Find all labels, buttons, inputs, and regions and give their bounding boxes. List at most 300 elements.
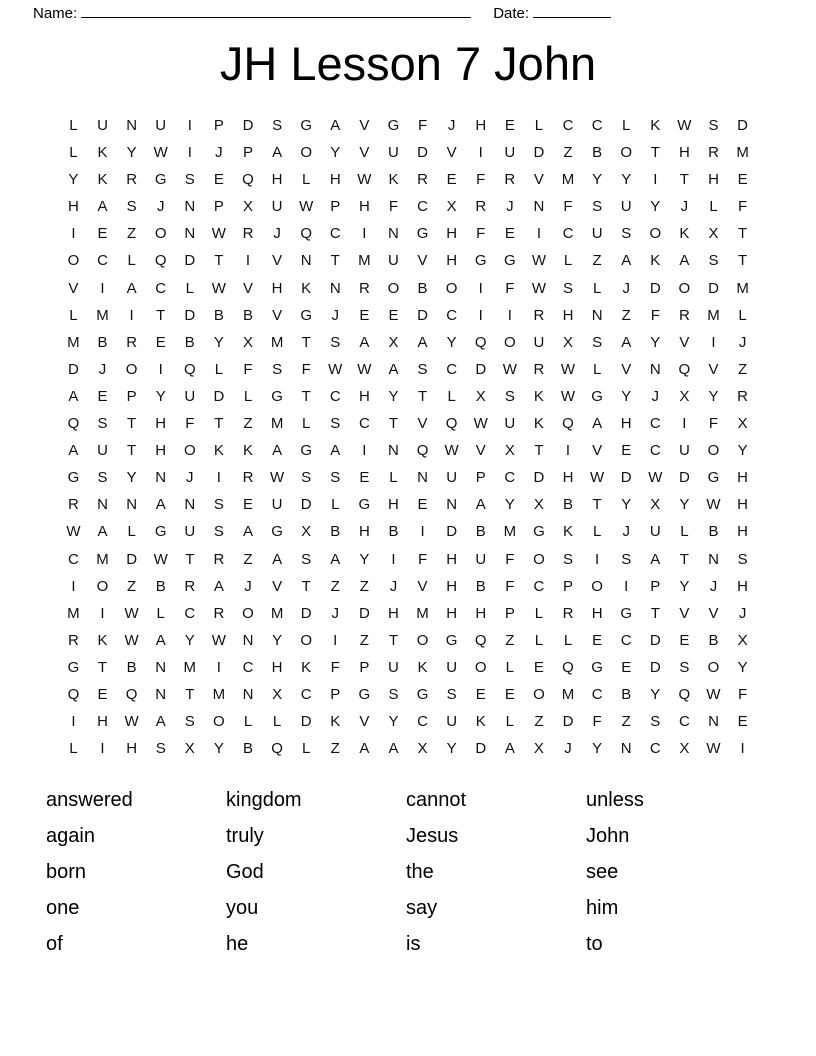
- grid-letter[interactable]: T: [301, 387, 311, 405]
- grid-letter[interactable]: M: [736, 144, 749, 162]
- grid-letter[interactable]: J: [331, 306, 340, 324]
- grid-letter[interactable]: A: [97, 523, 108, 541]
- grid-letter[interactable]: U: [649, 523, 661, 541]
- grid-letter[interactable]: V: [359, 144, 370, 162]
- grid-letter[interactable]: R: [533, 360, 545, 378]
- grid-letter[interactable]: K: [213, 442, 224, 460]
- grid-letter[interactable]: E: [97, 685, 108, 703]
- grid-letter[interactable]: O: [213, 713, 225, 731]
- grid-letter[interactable]: D: [562, 713, 574, 731]
- grid-letter[interactable]: U: [184, 387, 196, 405]
- name-write-in-line[interactable]: [81, 16, 471, 18]
- grid-letter[interactable]: L: [534, 631, 544, 649]
- grid-letter[interactable]: I: [740, 740, 745, 758]
- grid-letter[interactable]: Y: [155, 387, 166, 405]
- grid-letter[interactable]: X: [708, 225, 719, 243]
- grid-letter[interactable]: O: [649, 225, 662, 243]
- grid-letter[interactable]: L: [738, 306, 747, 324]
- grid-letter[interactable]: W: [560, 360, 576, 378]
- grid-letter[interactable]: A: [242, 523, 253, 541]
- grid-letter[interactable]: U: [446, 469, 458, 487]
- word-list-item[interactable]: is: [406, 933, 421, 955]
- grid-letter[interactable]: S: [388, 685, 399, 703]
- grid-letter[interactable]: W: [269, 469, 285, 487]
- grid-letter[interactable]: K: [97, 171, 108, 189]
- grid-letter[interactable]: W: [590, 469, 605, 487]
- grid-letter[interactable]: O: [300, 144, 312, 162]
- grid-letter[interactable]: E: [679, 631, 690, 649]
- grid-letter[interactable]: R: [358, 279, 370, 297]
- grid-letter[interactable]: F: [330, 658, 340, 676]
- grid-letter[interactable]: L: [709, 198, 718, 216]
- grid-letter[interactable]: A: [504, 740, 515, 758]
- grid-letter[interactable]: C: [446, 306, 458, 324]
- grid-letter[interactable]: L: [302, 740, 311, 758]
- grid-letter[interactable]: M: [736, 279, 749, 297]
- grid-letter[interactable]: C: [446, 360, 458, 378]
- grid-letter[interactable]: I: [100, 740, 105, 758]
- grid-letter[interactable]: T: [301, 333, 311, 351]
- word-list-item[interactable]: cannot: [406, 789, 467, 811]
- grid-letter[interactable]: S: [446, 685, 457, 703]
- grid-letter[interactable]: K: [679, 225, 690, 243]
- grid-letter[interactable]: F: [476, 225, 486, 243]
- grid-letter[interactable]: G: [300, 117, 312, 134]
- grid-letter[interactable]: F: [592, 713, 602, 731]
- grid-letter[interactable]: L: [534, 117, 544, 134]
- grid-letter[interactable]: A: [155, 713, 166, 731]
- grid-letter[interactable]: E: [737, 171, 748, 189]
- grid-letter[interactable]: V: [359, 713, 370, 731]
- grid-letter[interactable]: X: [301, 523, 312, 541]
- grid-letter[interactable]: H: [155, 442, 167, 460]
- grid-letter[interactable]: N: [155, 469, 167, 487]
- grid-letter[interactable]: U: [388, 144, 399, 162]
- grid-letter[interactable]: X: [184, 740, 195, 758]
- grid-letter[interactable]: T: [737, 225, 748, 243]
- grid-letter[interactable]: S: [563, 550, 574, 568]
- grid-letter[interactable]: C: [620, 631, 632, 649]
- grid-letter[interactable]: L: [680, 523, 689, 541]
- grid-letter[interactable]: N: [708, 550, 719, 568]
- grid-letter[interactable]: Q: [183, 360, 196, 378]
- word-list-item[interactable]: kingdom: [226, 789, 302, 811]
- grid-letter[interactable]: W: [677, 117, 692, 134]
- grid-letter[interactable]: F: [708, 415, 719, 433]
- grid-letter[interactable]: D: [184, 252, 196, 270]
- grid-letter[interactable]: X: [475, 387, 486, 405]
- word-list-item[interactable]: he: [226, 933, 249, 955]
- grid-letter[interactable]: F: [185, 415, 195, 433]
- grid-letter[interactable]: Q: [474, 631, 487, 649]
- grid-letter[interactable]: Q: [445, 415, 458, 433]
- grid-letter[interactable]: H: [475, 604, 487, 622]
- grid-letter[interactable]: Q: [271, 740, 283, 758]
- grid-letter[interactable]: I: [478, 279, 483, 297]
- grid-letter[interactable]: A: [330, 117, 341, 134]
- grid-letter[interactable]: Z: [505, 631, 515, 649]
- grid-letter[interactable]: V: [533, 171, 544, 189]
- grid-letter[interactable]: Y: [679, 496, 690, 514]
- grid-letter[interactable]: K: [301, 279, 312, 297]
- grid-letter[interactable]: S: [97, 415, 108, 433]
- grid-letter[interactable]: G: [620, 604, 633, 622]
- grid-letter[interactable]: H: [475, 117, 487, 134]
- grid-letter[interactable]: V: [242, 279, 253, 297]
- grid-letter[interactable]: S: [592, 198, 603, 216]
- grid-letter[interactable]: I: [71, 225, 76, 243]
- grid-letter[interactable]: M: [270, 604, 284, 622]
- grid-letter[interactable]: X: [242, 198, 253, 216]
- grid-letter[interactable]: K: [650, 252, 661, 270]
- grid-letter[interactable]: M: [96, 306, 109, 324]
- grid-letter[interactable]: R: [126, 171, 138, 189]
- grid-letter[interactable]: E: [504, 117, 515, 134]
- word-list-item[interactable]: say: [406, 897, 438, 919]
- grid-letter[interactable]: O: [67, 252, 80, 270]
- grid-letter[interactable]: Y: [737, 442, 748, 460]
- grid-letter[interactable]: L: [592, 523, 602, 541]
- grid-letter[interactable]: H: [562, 306, 574, 324]
- grid-letter[interactable]: V: [272, 252, 283, 270]
- grid-letter[interactable]: O: [533, 550, 545, 568]
- grid-letter[interactable]: W: [153, 144, 168, 162]
- grid-letter[interactable]: G: [358, 496, 371, 514]
- word-list-item[interactable]: you: [226, 897, 259, 919]
- date-write-in-line[interactable]: [533, 16, 611, 18]
- grid-letter[interactable]: K: [388, 171, 399, 189]
- grid-letter[interactable]: C: [649, 442, 661, 460]
- grid-letter[interactable]: H: [97, 713, 108, 731]
- grid-letter[interactable]: X: [504, 442, 515, 460]
- grid-letter[interactable]: G: [416, 225, 429, 243]
- grid-letter[interactable]: K: [242, 442, 253, 460]
- grid-letter[interactable]: L: [331, 496, 340, 514]
- grid-letter[interactable]: S: [184, 713, 195, 731]
- grid-letter[interactable]: F: [737, 198, 748, 216]
- grid-letter[interactable]: Y: [504, 496, 515, 514]
- grid-letter[interactable]: S: [301, 469, 312, 487]
- grid-letter[interactable]: B: [213, 306, 224, 324]
- grid-letter[interactable]: B: [97, 333, 108, 351]
- grid-letter[interactable]: A: [621, 252, 632, 270]
- grid-letter[interactable]: J: [156, 198, 165, 216]
- grid-letter[interactable]: G: [67, 469, 80, 487]
- grid-letter[interactable]: J: [506, 198, 514, 216]
- grid-letter[interactable]: Q: [125, 685, 138, 703]
- grid-letter[interactable]: U: [97, 117, 108, 134]
- grid-letter[interactable]: W: [211, 225, 226, 243]
- grid-letter[interactable]: H: [446, 577, 458, 595]
- grid-letter[interactable]: F: [417, 550, 428, 568]
- grid-letter[interactable]: F: [301, 360, 311, 378]
- grid-letter[interactable]: Y: [592, 740, 603, 758]
- grid-letter[interactable]: Y: [446, 333, 457, 351]
- grid-letter[interactable]: M: [270, 333, 284, 351]
- grid-letter[interactable]: C: [97, 252, 108, 270]
- grid-letter[interactable]: B: [242, 740, 253, 758]
- grid-letter[interactable]: S: [126, 198, 137, 216]
- grid-letter[interactable]: L: [243, 713, 253, 731]
- grid-letter[interactable]: S: [272, 117, 283, 134]
- grid-letter[interactable]: A: [330, 442, 341, 460]
- grid-letter[interactable]: M: [67, 604, 80, 622]
- grid-letter[interactable]: W: [706, 496, 721, 514]
- grid-letter[interactable]: A: [97, 198, 108, 216]
- grid-letter[interactable]: E: [242, 496, 253, 514]
- grid-letter[interactable]: E: [359, 306, 370, 324]
- grid-letter[interactable]: V: [417, 252, 428, 270]
- grid-letter[interactable]: U: [446, 713, 458, 731]
- grid-letter[interactable]: A: [359, 740, 370, 758]
- grid-letter[interactable]: D: [708, 279, 719, 297]
- grid-letter[interactable]: I: [158, 360, 163, 378]
- grid-letter[interactable]: U: [388, 658, 399, 676]
- grid-letter[interactable]: S: [563, 279, 574, 297]
- grid-letter[interactable]: C: [562, 225, 574, 243]
- grid-letter[interactable]: S: [301, 550, 312, 568]
- grid-letter[interactable]: M: [183, 658, 197, 676]
- grid-letter[interactable]: F: [737, 685, 748, 703]
- grid-letter[interactable]: R: [68, 631, 79, 649]
- grid-letter[interactable]: P: [213, 198, 224, 216]
- grid-letter[interactable]: I: [216, 658, 221, 676]
- grid-letter[interactable]: N: [300, 252, 312, 270]
- grid-letter[interactable]: A: [213, 577, 224, 595]
- grid-letter[interactable]: I: [187, 144, 192, 162]
- grid-letter[interactable]: V: [68, 279, 79, 297]
- grid-letter[interactable]: B: [388, 523, 399, 541]
- grid-letter[interactable]: D: [678, 469, 690, 487]
- grid-letter[interactable]: F: [388, 198, 399, 216]
- grid-letter[interactable]: B: [126, 658, 137, 676]
- grid-letter[interactable]: Y: [388, 713, 399, 731]
- grid-letter[interactable]: Q: [67, 415, 80, 433]
- grid-letter[interactable]: H: [68, 198, 79, 216]
- grid-letter[interactable]: P: [359, 658, 370, 676]
- grid-letter[interactable]: Z: [737, 360, 748, 378]
- grid-letter[interactable]: O: [533, 685, 545, 703]
- grid-letter[interactable]: H: [126, 740, 138, 758]
- grid-letter[interactable]: T: [650, 604, 660, 622]
- grid-letter[interactable]: Z: [621, 713, 631, 731]
- grid-letter[interactable]: A: [388, 740, 399, 758]
- word-search-grid[interactable]: [59, 112, 757, 762]
- grid-letter[interactable]: X: [679, 740, 690, 758]
- grid-letter[interactable]: N: [184, 496, 196, 514]
- grid-letter[interactable]: J: [389, 577, 398, 595]
- grid-letter[interactable]: X: [272, 685, 283, 703]
- grid-letter[interactable]: Q: [678, 685, 691, 703]
- grid-letter[interactable]: R: [678, 306, 690, 324]
- grid-letter[interactable]: O: [707, 658, 720, 676]
- grid-letter[interactable]: A: [126, 279, 137, 297]
- grid-letter[interactable]: P: [475, 469, 486, 487]
- grid-letter[interactable]: L: [243, 387, 253, 405]
- grid-letter[interactable]: N: [708, 713, 719, 731]
- grid-letter[interactable]: U: [504, 144, 516, 162]
- grid-letter[interactable]: M: [270, 415, 284, 433]
- grid-letter[interactable]: L: [214, 360, 224, 378]
- grid-letter[interactable]: C: [533, 577, 545, 595]
- grid-letter[interactable]: R: [242, 469, 254, 487]
- grid-letter[interactable]: L: [563, 631, 573, 649]
- grid-letter[interactable]: B: [330, 523, 341, 541]
- grid-letter[interactable]: X: [446, 198, 457, 216]
- grid-letter[interactable]: C: [329, 387, 341, 405]
- grid-letter[interactable]: O: [242, 604, 254, 622]
- grid-letter[interactable]: O: [416, 631, 429, 649]
- grid-letter[interactable]: G: [533, 523, 545, 541]
- grid-letter[interactable]: D: [300, 604, 312, 622]
- grid-letter[interactable]: R: [242, 225, 254, 243]
- grid-letter[interactable]: I: [653, 171, 658, 189]
- grid-letter[interactable]: V: [621, 360, 632, 378]
- grid-letter[interactable]: I: [565, 442, 571, 460]
- grid-letter[interactable]: G: [503, 252, 516, 270]
- grid-letter[interactable]: M: [707, 306, 720, 324]
- grid-letter[interactable]: W: [124, 604, 139, 622]
- grid-letter[interactable]: X: [388, 333, 399, 351]
- grid-letter[interactable]: I: [478, 306, 483, 324]
- grid-letter[interactable]: Z: [330, 740, 340, 758]
- grid-letter[interactable]: J: [331, 604, 340, 622]
- grid-letter[interactable]: W: [560, 387, 576, 405]
- grid-letter[interactable]: D: [475, 740, 487, 758]
- grid-letter[interactable]: W: [299, 198, 314, 216]
- grid-letter[interactable]: B: [417, 279, 428, 297]
- word-list-item[interactable]: answered: [46, 789, 133, 811]
- grid-letter[interactable]: U: [155, 117, 167, 134]
- grid-letter[interactable]: N: [649, 360, 661, 378]
- grid-letter[interactable]: Y: [737, 658, 748, 676]
- grid-letter[interactable]: N: [329, 279, 341, 297]
- grid-letter[interactable]: X: [679, 387, 690, 405]
- word-list-item[interactable]: unless: [586, 789, 644, 811]
- grid-letter[interactable]: H: [562, 469, 574, 487]
- grid-letter[interactable]: Y: [708, 387, 719, 405]
- grid-letter[interactable]: A: [68, 387, 79, 405]
- grid-letter[interactable]: Z: [359, 577, 369, 595]
- grid-letter[interactable]: I: [129, 306, 134, 324]
- grid-letter[interactable]: O: [445, 279, 458, 297]
- grid-letter[interactable]: C: [591, 685, 603, 703]
- grid-letter[interactable]: Q: [416, 442, 429, 460]
- word-list-item[interactable]: born: [46, 861, 87, 883]
- grid-letter[interactable]: I: [391, 550, 396, 568]
- grid-letter[interactable]: Y: [621, 387, 632, 405]
- grid-letter[interactable]: S: [213, 496, 224, 514]
- grid-letter[interactable]: W: [706, 740, 721, 758]
- grid-letter[interactable]: H: [737, 469, 748, 487]
- grid-letter[interactable]: C: [649, 740, 661, 758]
- grid-letter[interactable]: H: [271, 171, 283, 189]
- grid-letter[interactable]: C: [300, 685, 312, 703]
- grid-letter[interactable]: C: [649, 415, 661, 433]
- grid-letter[interactable]: W: [357, 171, 372, 189]
- grid-letter[interactable]: G: [387, 117, 400, 134]
- grid-letter[interactable]: W: [531, 252, 546, 270]
- grid-letter[interactable]: K: [417, 658, 428, 676]
- grid-letter[interactable]: V: [679, 333, 690, 351]
- grid-letter[interactable]: O: [387, 279, 400, 297]
- grid-letter[interactable]: F: [505, 577, 515, 595]
- grid-letter[interactable]: W: [531, 279, 546, 297]
- grid-letter[interactable]: O: [125, 360, 138, 378]
- grid-letter[interactable]: T: [214, 252, 224, 270]
- grid-letter[interactable]: H: [737, 523, 748, 541]
- grid-letter[interactable]: R: [475, 198, 487, 216]
- grid-letter[interactable]: D: [533, 144, 545, 162]
- grid-letter[interactable]: P: [126, 387, 137, 405]
- grid-letter[interactable]: X: [737, 631, 748, 649]
- grid-letter[interactable]: B: [242, 306, 253, 324]
- grid-letter[interactable]: E: [737, 713, 748, 731]
- grid-letter[interactable]: J: [680, 198, 689, 216]
- grid-letter[interactable]: F: [650, 306, 660, 324]
- grid-letter[interactable]: D: [126, 550, 138, 568]
- grid-letter[interactable]: S: [330, 469, 341, 487]
- grid-letter[interactable]: G: [358, 685, 371, 703]
- grid-letter[interactable]: Y: [621, 496, 632, 514]
- grid-letter[interactable]: D: [184, 306, 196, 324]
- grid-letter[interactable]: R: [68, 496, 79, 514]
- grid-letter[interactable]: G: [474, 252, 487, 270]
- grid-letter[interactable]: I: [682, 415, 687, 433]
- grid-letter[interactable]: R: [417, 171, 428, 189]
- grid-letter[interactable]: E: [446, 171, 457, 189]
- grid-letter[interactable]: L: [534, 604, 544, 622]
- grid-letter[interactable]: Z: [243, 550, 253, 568]
- grid-letter[interactable]: H: [737, 496, 748, 514]
- grid-letter[interactable]: M: [561, 685, 575, 703]
- word-list-item[interactable]: of: [46, 933, 63, 955]
- grid-letter[interactable]: G: [591, 387, 603, 405]
- grid-letter[interactable]: D: [417, 144, 428, 162]
- grid-letter[interactable]: N: [97, 496, 108, 514]
- grid-letter[interactable]: A: [155, 631, 166, 649]
- grid-letter[interactable]: A: [679, 252, 690, 270]
- grid-letter[interactable]: L: [69, 306, 78, 324]
- grid-letter[interactable]: L: [592, 279, 602, 297]
- grid-letter[interactable]: D: [300, 713, 312, 731]
- grid-letter[interactable]: A: [417, 333, 428, 351]
- grid-letter[interactable]: B: [708, 523, 719, 541]
- grid-letter[interactable]: I: [362, 225, 367, 243]
- grid-letter[interactable]: N: [126, 496, 138, 514]
- grid-letter[interactable]: J: [447, 117, 456, 134]
- grid-letter[interactable]: S: [592, 333, 603, 351]
- grid-letter[interactable]: J: [738, 333, 747, 351]
- grid-letter[interactable]: H: [388, 496, 399, 514]
- grid-letter[interactable]: T: [185, 685, 195, 703]
- grid-letter[interactable]: Z: [243, 415, 253, 433]
- grid-letter[interactable]: E: [213, 171, 224, 189]
- grid-letter[interactable]: B: [155, 577, 166, 595]
- grid-letter[interactable]: I: [420, 523, 425, 541]
- grid-letter[interactable]: O: [183, 442, 196, 460]
- grid-letter[interactable]: M: [67, 333, 80, 351]
- grid-letter[interactable]: E: [621, 658, 632, 676]
- grid-letter[interactable]: Z: [330, 577, 340, 595]
- grid-letter[interactable]: H: [446, 604, 458, 622]
- grid-letter[interactable]: A: [155, 496, 166, 514]
- grid-letter[interactable]: E: [475, 685, 486, 703]
- word-list-item[interactable]: see: [586, 861, 619, 883]
- grid-letter[interactable]: T: [737, 252, 748, 270]
- grid-letter[interactable]: K: [330, 713, 341, 731]
- grid-letter[interactable]: M: [212, 685, 226, 703]
